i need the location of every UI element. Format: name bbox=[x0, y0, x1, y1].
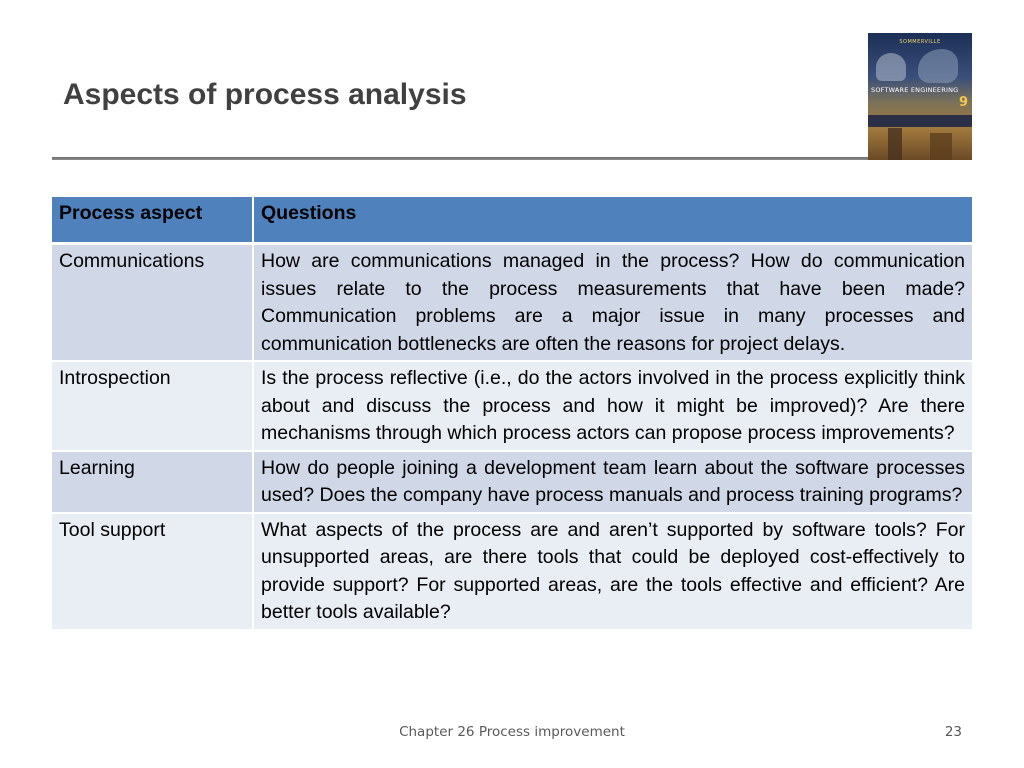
title-divider bbox=[52, 157, 868, 160]
cover-art-shape bbox=[930, 133, 952, 160]
questions-cell: What aspects of the process are and aren’t supported by software tools? For unsupported areas, are there tools that could be deployed cost-effectively to provide support? For supported areas, are the tools effective and efficient? Are better tools available? bbox=[253, 513, 972, 629]
table-row bbox=[52, 451, 972, 513]
questions-cell: How do people joining a development team learn about the software processes used? Does the company have process manuals and process training programs? bbox=[253, 451, 972, 513]
cover-art-shape bbox=[888, 128, 902, 160]
slide-title: Aspects of process analysis bbox=[63, 78, 467, 111]
cover-art-shape bbox=[876, 53, 906, 81]
cover-art-shape bbox=[918, 49, 958, 83]
aspect-cell: Introspection bbox=[52, 361, 253, 451]
questions-cell: How are communications managed in the process? How do communication issues relate to the process measurements that have been made? Communication problems are a major issue in many processes and communication bottlenecks are often the reasons for project delays. bbox=[253, 244, 972, 362]
questions-cell: Is the process reflective (i.e., do the actors involved in the process explicitly think about and discuss the process and how it might be improved)? Are there mechanisms through which process actors can propose process improvements? bbox=[253, 361, 972, 451]
aspect-cell: Communications bbox=[52, 244, 253, 362]
table-header-row bbox=[52, 197, 972, 244]
aspect-cell: Tool support bbox=[52, 513, 253, 629]
table-row bbox=[52, 244, 972, 362]
process-aspects-table bbox=[52, 197, 972, 629]
cover-edition: 9 bbox=[958, 95, 968, 110]
page-number: 23 bbox=[944, 724, 962, 740]
cover-title: SOFTWARE ENGINEERING bbox=[871, 86, 959, 94]
book-cover-image bbox=[868, 33, 972, 160]
slide-footer: Chapter 26 Process improvement bbox=[399, 724, 625, 740]
header-process-aspect: Process aspect bbox=[52, 197, 253, 244]
cover-author: SOMMERVILLE bbox=[899, 39, 941, 45]
header-questions: Questions bbox=[253, 197, 972, 244]
table-row bbox=[52, 361, 972, 451]
cover-stripe bbox=[868, 115, 972, 127]
aspect-cell: Learning bbox=[52, 451, 253, 513]
table-row bbox=[52, 513, 972, 629]
